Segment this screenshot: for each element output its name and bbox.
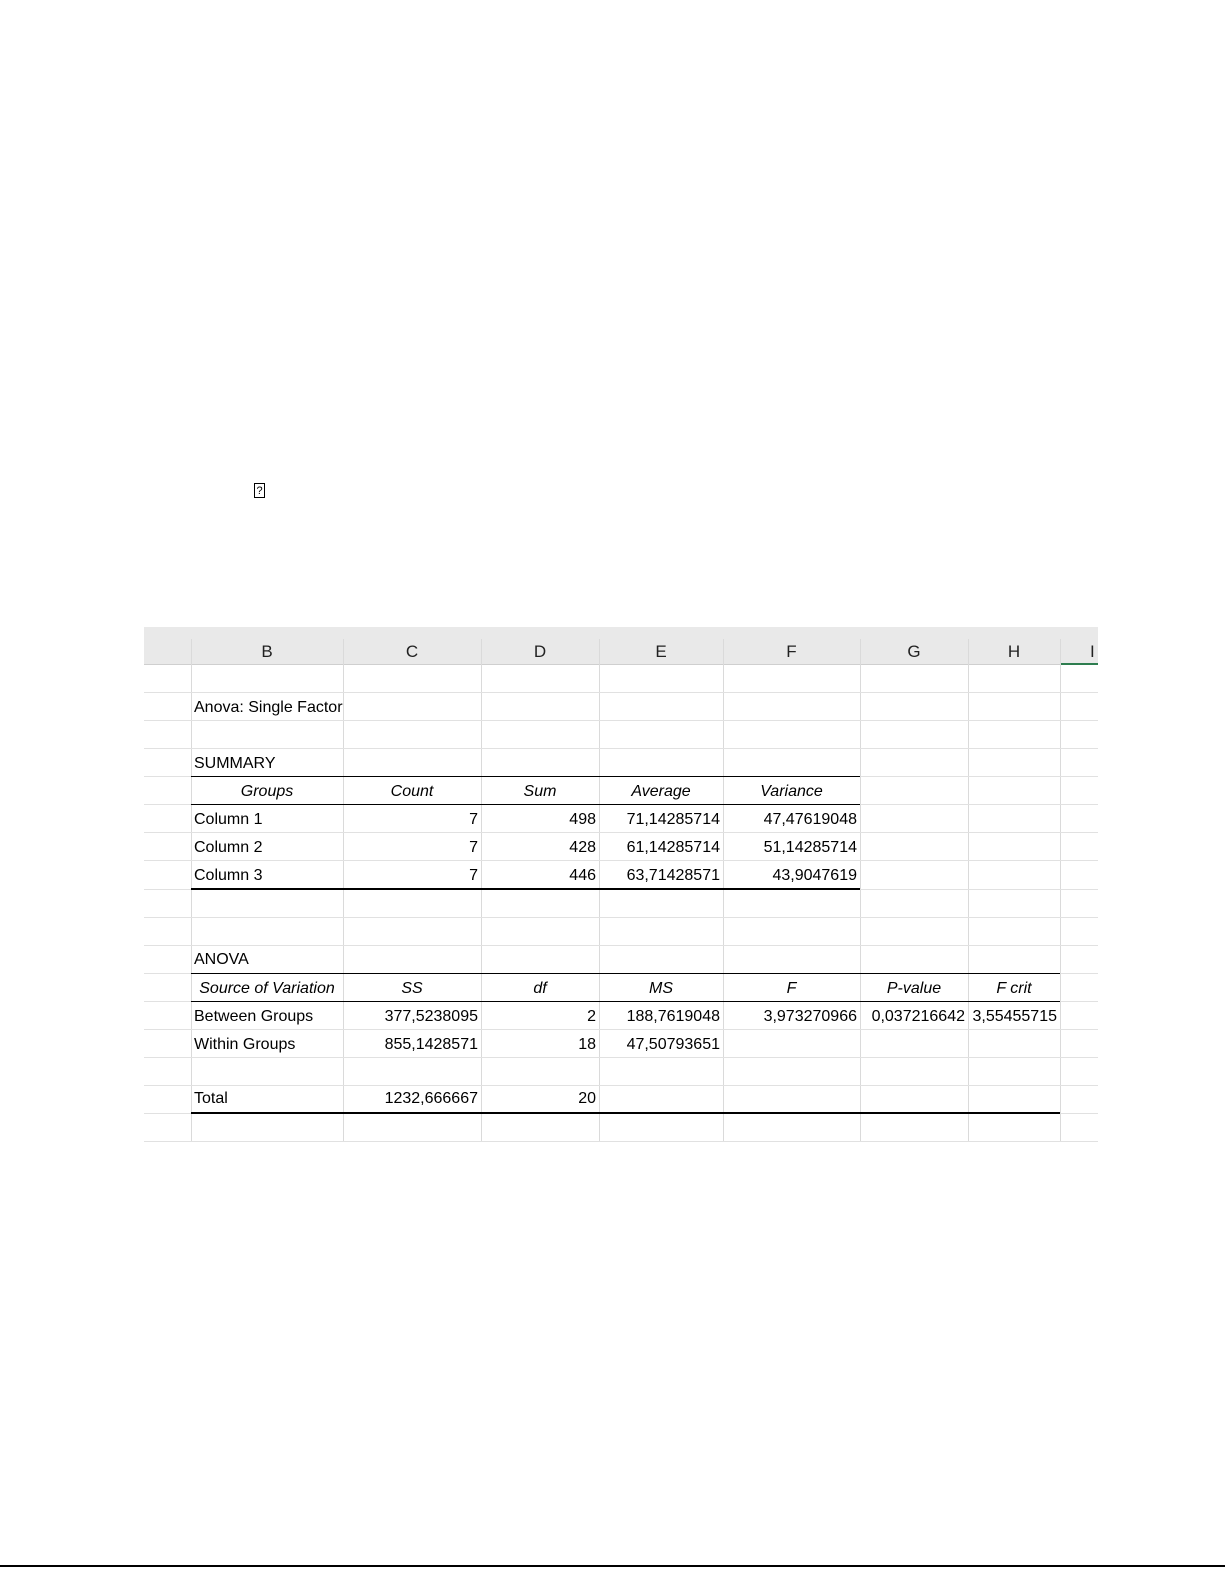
column-header-c[interactable]: C bbox=[405, 642, 419, 661]
spreadsheet bbox=[144, 627, 1098, 1142]
anova-header-df[interactable]: df bbox=[533, 980, 547, 997]
summary-header-variance[interactable]: Variance bbox=[760, 783, 823, 800]
anova-total-df[interactable]: 20 bbox=[578, 1090, 596, 1107]
anova-between-source[interactable]: Between Groups bbox=[194, 1008, 314, 1025]
column-header-b[interactable]: B bbox=[261, 642, 273, 661]
anova-total-source[interactable]: Total bbox=[194, 1090, 228, 1107]
summary-row-3-group[interactable]: Column 3 bbox=[194, 867, 263, 884]
anova-between-ms[interactable]: 188,7619048 bbox=[626, 1008, 720, 1025]
column-header-h[interactable]: H bbox=[1007, 642, 1021, 661]
anova-label[interactable]: ANOVA bbox=[194, 951, 249, 968]
summary-row-3-sum[interactable]: 446 bbox=[569, 867, 596, 884]
anova-between-f-crit[interactable]: 3,55455715 bbox=[972, 1008, 1057, 1025]
summary-row-1-count[interactable]: 7 bbox=[469, 811, 478, 828]
anova-between-df[interactable]: 2 bbox=[587, 1008, 596, 1025]
selected-column-indicator bbox=[1060, 663, 1098, 665]
column-header-g[interactable]: G bbox=[907, 642, 921, 661]
summary-row-3-average[interactable]: 63,71428571 bbox=[626, 867, 720, 884]
summary-row-3-variance[interactable]: 43,9047619 bbox=[772, 867, 857, 884]
anova-between-f[interactable]: 3,973270966 bbox=[763, 1008, 857, 1025]
summary-row-1-average[interactable]: 71,14285714 bbox=[626, 811, 720, 828]
summary-header-groups[interactable]: Groups bbox=[240, 783, 294, 800]
summary-row-1-sum[interactable]: 498 bbox=[569, 811, 596, 828]
summary-row-2-sum[interactable]: 428 bbox=[569, 839, 596, 856]
column-header-d[interactable]: D bbox=[533, 642, 547, 661]
summary-header-average[interactable]: Average bbox=[631, 783, 691, 800]
anova-within-ss[interactable]: 855,1428571 bbox=[384, 1036, 478, 1053]
summary-header-sum[interactable]: Sum bbox=[523, 783, 557, 800]
summary-row-2-average[interactable]: 61,14285714 bbox=[626, 839, 720, 856]
summary-label[interactable]: SUMMARY bbox=[194, 755, 276, 772]
anova-within-df[interactable]: 18 bbox=[578, 1036, 596, 1053]
summary-row-2-count[interactable]: 7 bbox=[469, 839, 478, 856]
anova-header-f-crit[interactable]: F crit bbox=[996, 980, 1032, 997]
column-header-f[interactable]: F bbox=[786, 642, 797, 661]
page-bottom-rule bbox=[0, 1565, 1225, 1567]
anova-between-ss[interactable]: 377,5238095 bbox=[384, 1008, 478, 1025]
anova-header-source[interactable]: Source of Variation bbox=[199, 980, 335, 997]
anova-total-ss[interactable]: 1232,666667 bbox=[384, 1090, 478, 1107]
anova-between-p-value[interactable]: 0,037216642 bbox=[871, 1008, 965, 1025]
anova-within-ms[interactable]: 47,50793651 bbox=[626, 1036, 720, 1053]
column-header-e[interactable]: E bbox=[655, 642, 667, 661]
anova-header-p-value[interactable]: P-value bbox=[886, 980, 942, 997]
summary-header-count[interactable]: Count bbox=[390, 783, 434, 800]
anova-within-source[interactable]: Within Groups bbox=[194, 1036, 296, 1053]
summary-row-1-variance[interactable]: 47,47619048 bbox=[763, 811, 857, 828]
column-header-i[interactable]: I bbox=[1090, 642, 1095, 661]
missing-glyph-icon: ? bbox=[254, 483, 265, 498]
summary-row-2-group[interactable]: Column 2 bbox=[194, 839, 263, 856]
summary-row-3-count[interactable]: 7 bbox=[469, 867, 478, 884]
sheet-title[interactable]: Anova: Single Factor bbox=[194, 699, 343, 716]
summary-row-2-variance[interactable]: 51,14285714 bbox=[763, 839, 857, 856]
summary-row-1-group[interactable]: Column 1 bbox=[194, 811, 263, 828]
anova-header-f[interactable]: F bbox=[786, 980, 797, 997]
anova-header-ms[interactable]: MS bbox=[649, 980, 673, 997]
anova-header-ss[interactable]: SS bbox=[401, 980, 423, 997]
